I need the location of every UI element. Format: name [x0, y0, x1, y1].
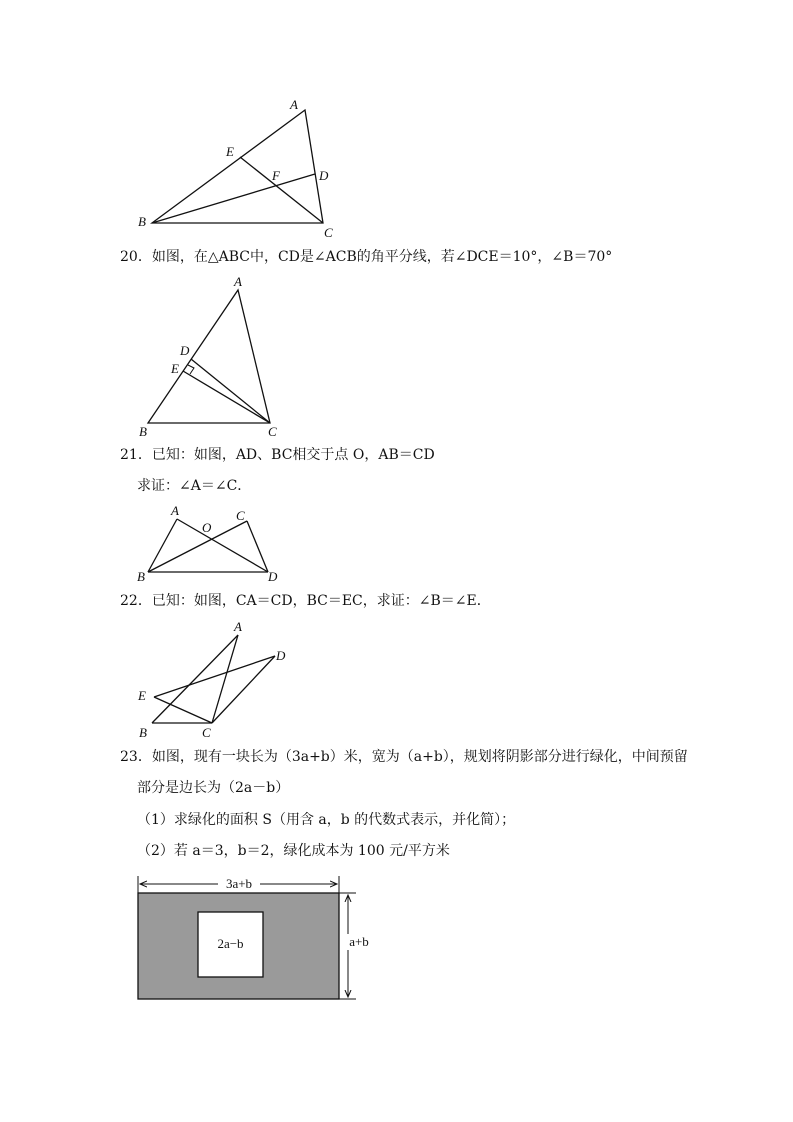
figure-23-green-area-diagram: [130, 872, 380, 1007]
figure-19-triangle: [130, 95, 350, 240]
vertex-label-a: A: [234, 619, 242, 634]
vertex-label-b: B: [139, 424, 147, 439]
vertex-label-c: C: [268, 424, 277, 439]
vertex-label-d: D: [319, 168, 329, 183]
vertex-label-d: D: [276, 648, 286, 663]
vertex-label-a: A: [290, 97, 298, 112]
question-23-text-line2: 部分是边长为（2a－b）: [137, 780, 290, 796]
point-label-o: O: [202, 520, 212, 535]
vertex-label-b: B: [137, 569, 145, 584]
question-22-text: 22．已知：如图，CA＝CD，BC＝EC，求证：∠B＝∠E．: [120, 593, 491, 609]
vertex-label-a: A: [234, 274, 242, 289]
vertex-label-d: D: [268, 569, 278, 584]
vertex-label-c: C: [324, 225, 333, 240]
vertex-label-e: E: [226, 144, 234, 159]
point-label-f: F: [272, 168, 280, 183]
question-21-text: 21．已知：如图，AD、BC相交于点 O，AB＝CD: [120, 447, 435, 463]
vertex-label-e: E: [171, 361, 179, 376]
figure-20-triangle: [130, 270, 300, 440]
vertex-label-e: E: [138, 688, 146, 703]
figure-22-triangles: [130, 615, 300, 745]
vertex-label-b: B: [139, 725, 147, 740]
length-label: 3a+b: [225, 876, 253, 891]
question-23-text-line1: 23．如图，现有一块长为（3a+b）米，宽为（a+b），规划将阴影部分进行绿化，中间预留: [120, 749, 688, 765]
vertex-label-b: B: [138, 214, 146, 229]
vertex-label-c: C: [202, 725, 211, 740]
question-20-text: 20．如图，在△ABC中，CD是∠ACB的角平分线，若∠DCE＝10°，∠B＝70°: [120, 249, 613, 265]
vertex-label-d: D: [180, 343, 190, 358]
width-label: a+b: [349, 934, 369, 949]
question-23-sub2: （2）若 a＝3，b＝2，绿化成本为 100 元/平方米: [137, 843, 450, 859]
question-21-proof: 求证：∠A＝∠C．: [137, 478, 252, 494]
vertex-label-a: A: [171, 503, 179, 518]
inner-square-label: 2a−b: [217, 936, 244, 951]
vertex-label-c: C: [236, 508, 245, 523]
question-23-sub1: （1）求绿化的面积 S（用含 a，b 的代数式表示，并化简）；: [137, 812, 516, 828]
figure-21-crossed-triangles: [130, 500, 290, 585]
